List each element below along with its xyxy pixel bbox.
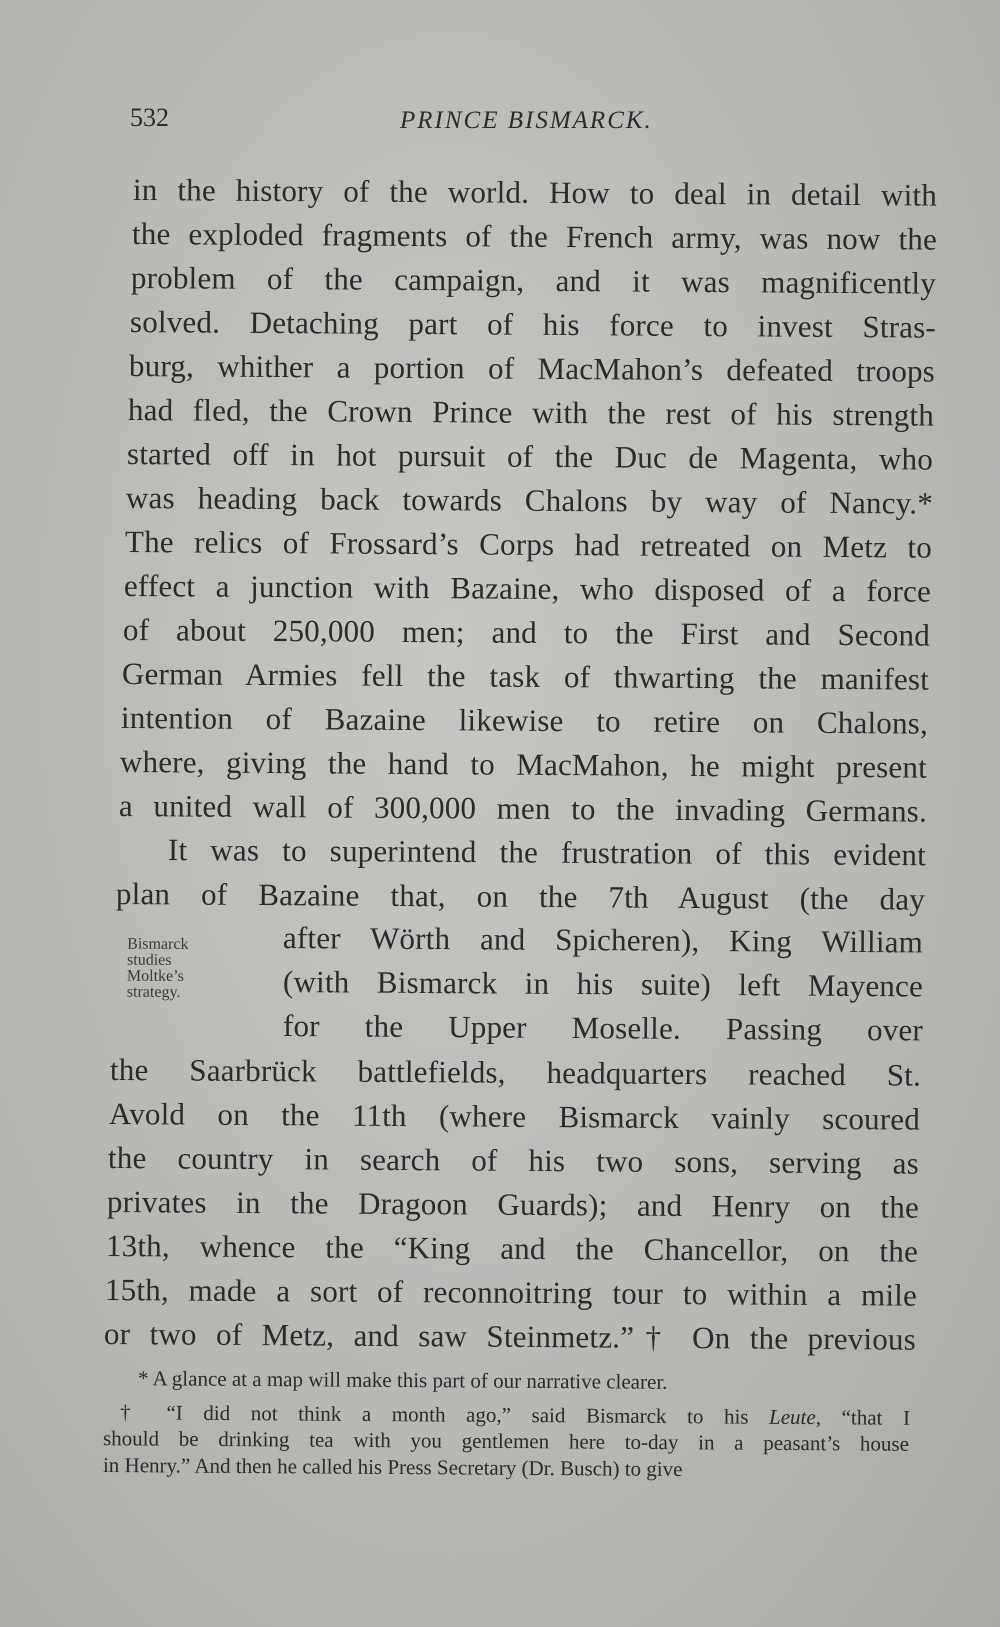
text-line-1: in the history of the world. How to deal in detail with — [132, 172, 938, 213]
margin-note-line: studies — [127, 951, 172, 969]
margin-note-line: Moltke’s — [126, 967, 184, 985]
running-title: PRINCE BISMARCK. — [400, 107, 653, 134]
text-line-12: German Armies fell the task of thwarting the manifest — [121, 656, 930, 697]
text-line-25: 13th, whence the “King and the Chancellor, on the — [105, 1228, 919, 1269]
text-line-3: problem of the campaign, and it was magnificently — [130, 260, 937, 301]
text-line-6: had fled, the Crown Prince with the rest of his strength — [127, 392, 935, 433]
text-line-13: intention of Bazaine likewise to retire on Chalons, — [120, 700, 929, 741]
text-line-14: where, giving the hand to MacMahon, he might present — [119, 744, 928, 785]
footnote-text: † “I did not think a month ago,” said Bismarck to his — [119, 1400, 770, 1429]
margin-note-line: strategy. — [126, 983, 181, 1001]
footnote-1: * A glance at a map will make this part of our narrative clearer. — [137, 1366, 668, 1394]
footnote-2-line-2: should be drinking tea with you gentlemen here to-day in a peasant’s house — [102, 1426, 910, 1456]
text-line-21: the Saarbrück battlefields, headquarters reached St. — [109, 1052, 922, 1093]
text-line-17: plan of Bazaine that, on the 7th August (the day — [115, 876, 926, 917]
footnote-2-line-3: in Henry.” And then he called his Press Secretary (Dr. Busch) to give — [102, 1452, 683, 1482]
text-line-9: The relics of Frossard’s Corps had retreated on Metz to — [124, 524, 933, 565]
text-line-5: burg, whither a portion of MacMahon’s defeated troops — [128, 348, 936, 389]
text-line-8: was heading back towards Chalons by way of Nancy.* — [125, 480, 934, 521]
text-line-16: It was to superintend the frustration of this evident — [167, 832, 927, 873]
text-line-22: Avold on the 11th (where Bismarck vainly scoured — [108, 1096, 921, 1137]
text-line-11: of about 250,000 men; and to the First and Second — [122, 612, 931, 653]
text-line-23: the country in search of his two sons, serving as — [107, 1140, 920, 1181]
text-line-19: (with Bismarck in his suite) left Mayence — [282, 964, 924, 1004]
text-line-27: or two of Metz, and saw Steinmetz.”† On the previous — [103, 1316, 917, 1357]
footnote-text: “that I — [820, 1405, 911, 1430]
footnote-2-line-1 — [120, 1400, 910, 1430]
text-line-18: after Wörth and Spicheren), King William — [282, 920, 924, 960]
text-line-10: effect a junction with Bazaine, who disposed of a force — [123, 568, 932, 609]
margin-note — [127, 937, 247, 1002]
footnote-italic-word: Leute, — [769, 1404, 822, 1430]
text-line-15: a united wall of 300,000 men to the invading Germans. — [118, 788, 928, 829]
text-line-4: solved. Detaching part of his force to invest Stras- — [129, 304, 937, 345]
text-line-7: started off in hot pursuit of the Duc de Magenta, who — [126, 436, 934, 477]
page-number: 532 — [130, 103, 169, 132]
text-line-20: for the Upper Moselle. Passing over — [282, 1008, 924, 1048]
text-line-26: 15th, made a sort of reconnoitring tour to within a mile — [104, 1272, 918, 1313]
margin-note-line: Bismarck — [127, 935, 189, 954]
text-line-2: the exploded fragments of the French army, was now the — [131, 216, 938, 257]
text-line-24: privates in the Dragoon Guards); and Henry on the — [106, 1184, 920, 1225]
